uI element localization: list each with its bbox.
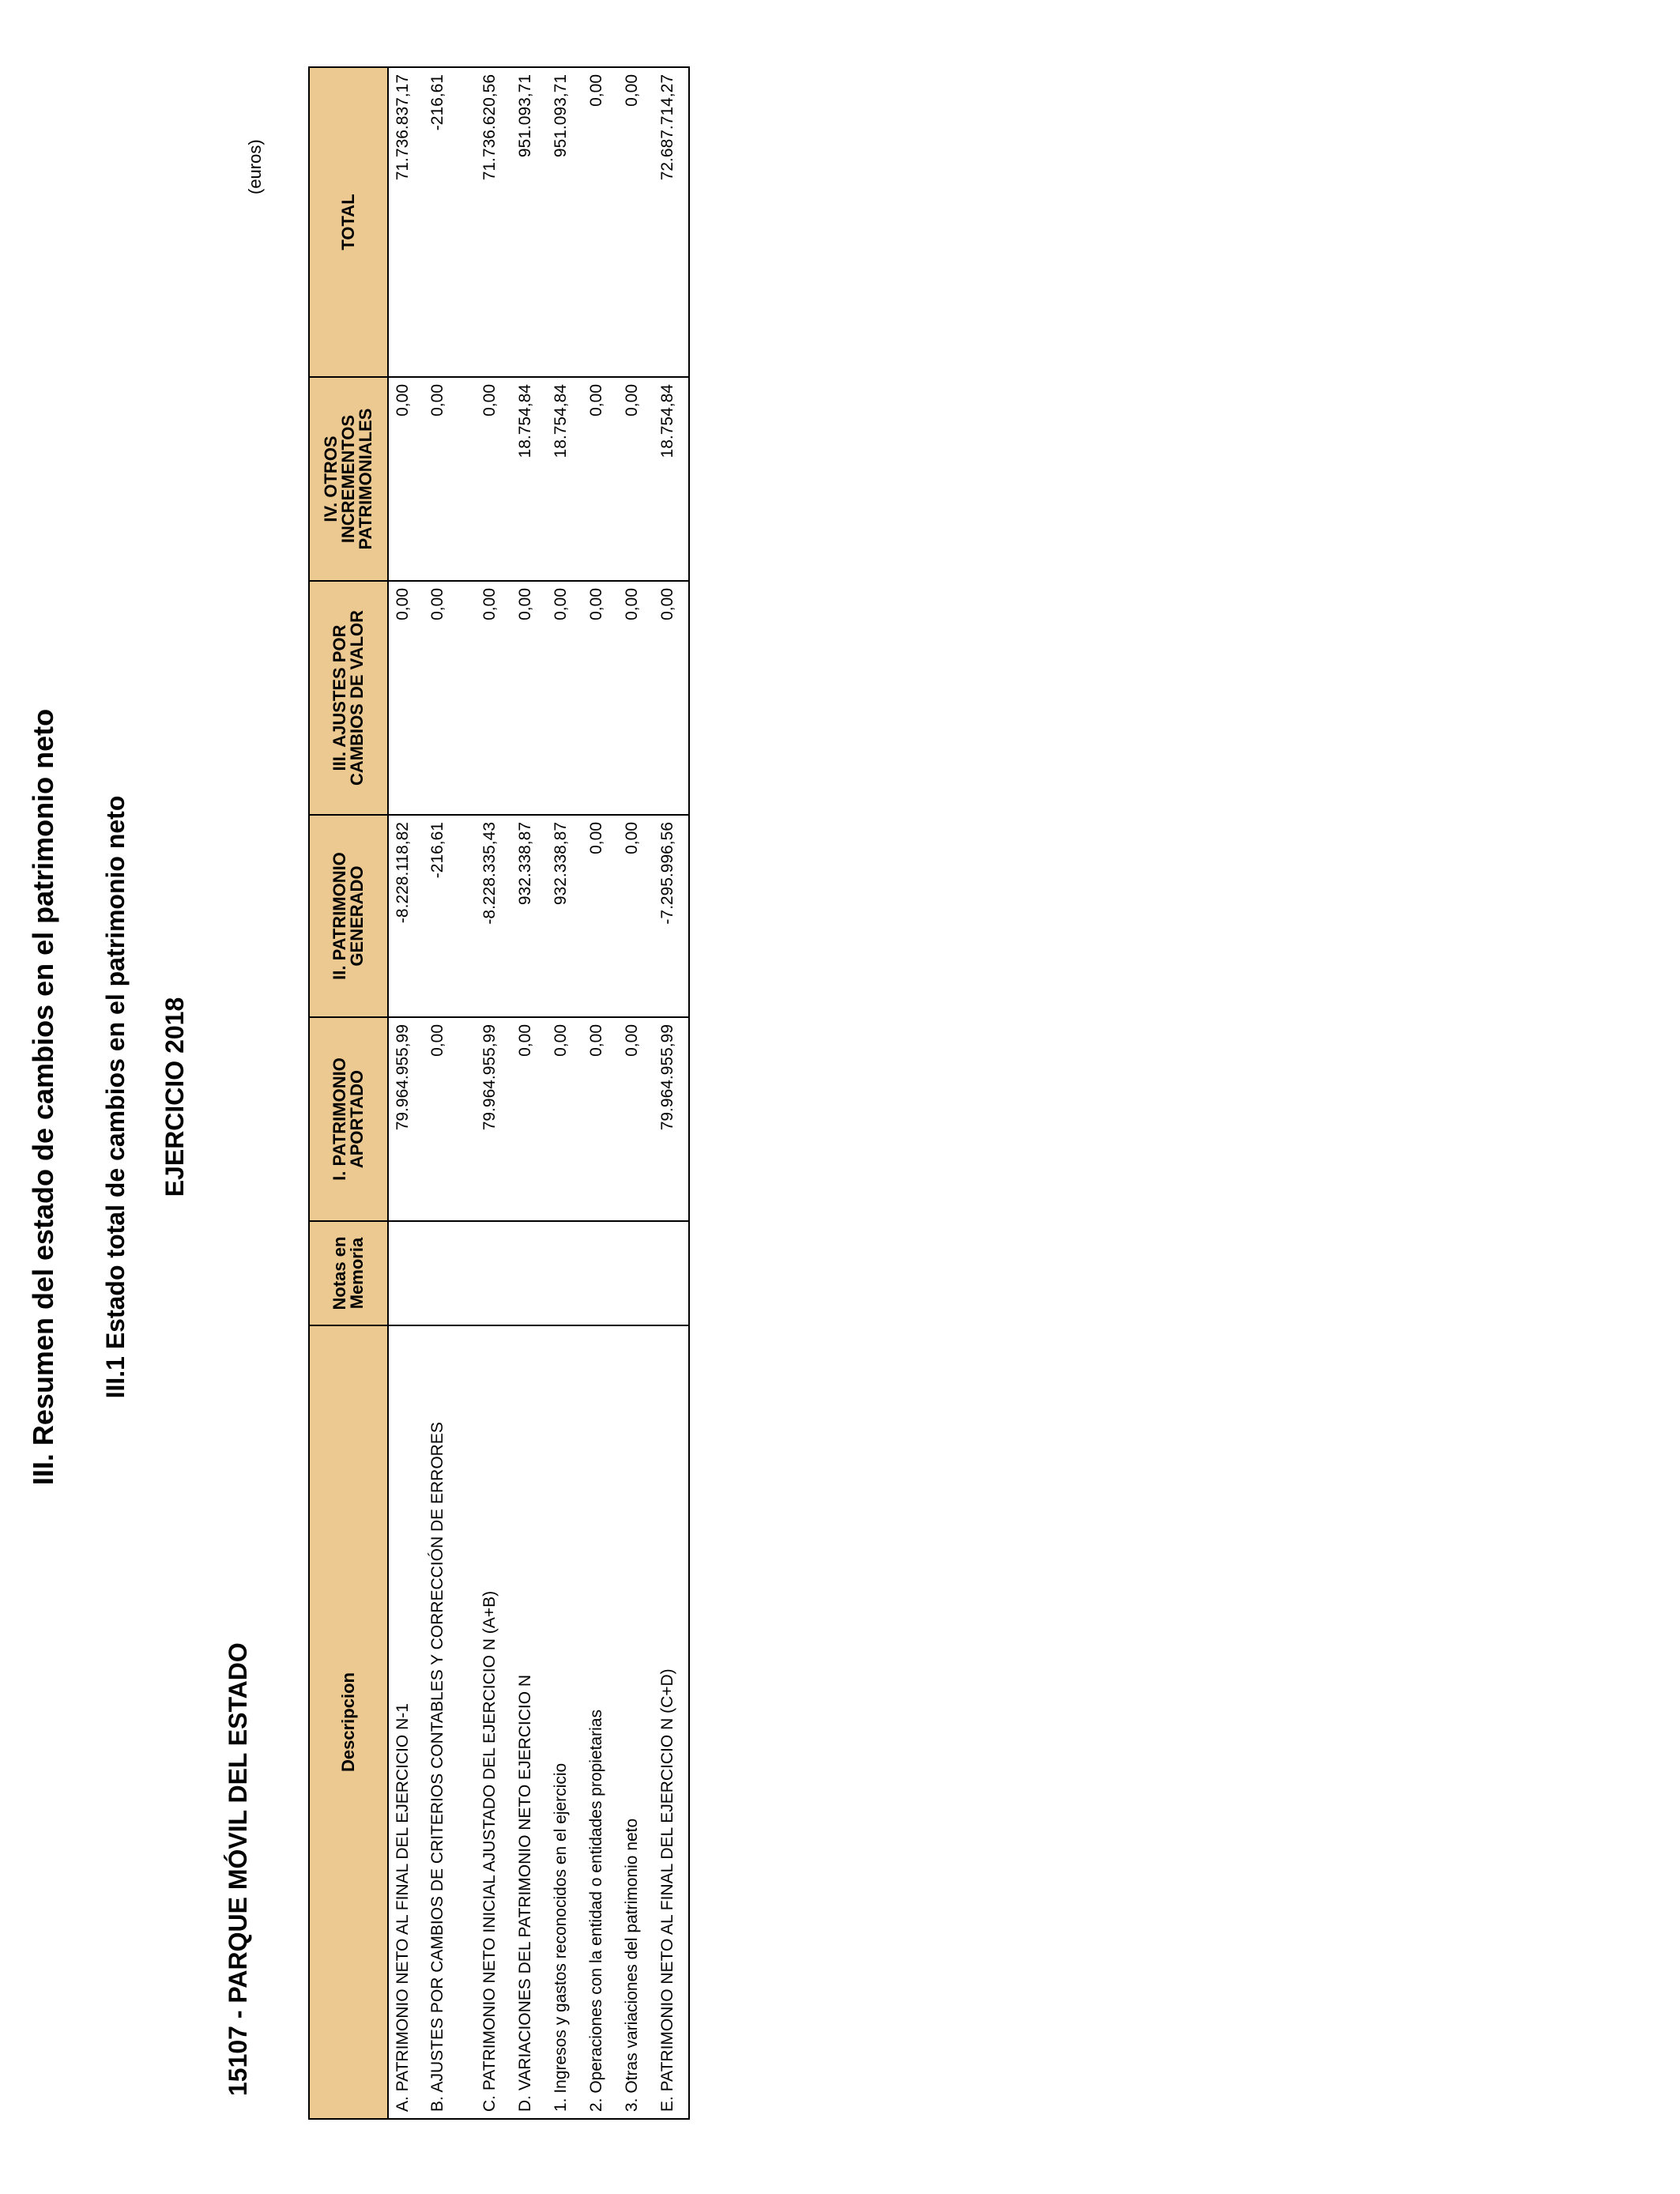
row-total: 71.736.837,17 xyxy=(388,67,424,377)
header-total: TOTAL xyxy=(309,67,388,377)
row-total: 72.687.714,27 xyxy=(654,67,689,377)
row-otros: 0,00 xyxy=(476,377,511,581)
row-otros: 0,00 xyxy=(582,377,618,581)
row-notes xyxy=(388,1221,424,1325)
header-ajustes-valor: III. AJUSTES POR CAMBIOS DE VALOR xyxy=(309,581,388,815)
row-generado: 0,00 xyxy=(582,815,618,1017)
row-ajustes: 0,00 xyxy=(654,581,689,815)
row-ajustes: 0,00 xyxy=(424,581,476,815)
row-notes xyxy=(424,1221,476,1325)
row-description: C. PATRIMONIO NETO INICIAL AJUSTADO DEL EJERCICIO N (A+B) xyxy=(476,1325,511,2119)
table-row xyxy=(388,67,424,2119)
row-aportado: 0,00 xyxy=(424,1017,476,1221)
row-description: 2. Operaciones con la entidad o entidades propietarias xyxy=(582,1325,618,2119)
row-otros: 0,00 xyxy=(388,377,424,581)
header-patrimonio-generado: II. PATRIMONIO GENERADO xyxy=(309,815,388,1017)
exercise-title: EJERCICIO 2018 xyxy=(160,997,189,1197)
row-notes xyxy=(654,1221,689,1325)
row-aportado: 0,00 xyxy=(511,1017,547,1221)
row-ajustes: 0,00 xyxy=(582,581,618,815)
row-aportado: 0,00 xyxy=(547,1017,582,1221)
row-description: 3. Otras variaciones del patrimonio neto xyxy=(618,1325,654,2119)
row-otros: 18.754,84 xyxy=(511,377,547,581)
header-notas: Notas en Memoria xyxy=(309,1221,388,1325)
header-otros-incrementos: IV. OTROS INCREMENTOS PATRIMONIALES xyxy=(309,377,388,581)
table-row xyxy=(476,67,511,2119)
row-notes xyxy=(618,1221,654,1325)
section-title: III. Resumen del estado de cambios en el patrimonio neto xyxy=(27,708,59,1486)
subsection-title: III.1 Estado total de cambios en el patrimonio neto xyxy=(101,795,130,1399)
table-row xyxy=(511,67,547,2119)
table-row xyxy=(424,67,476,2119)
row-ajustes: 0,00 xyxy=(476,581,511,815)
row-notes xyxy=(582,1221,618,1325)
row-generado: -8.228.118,82 xyxy=(388,815,424,1017)
row-notes xyxy=(547,1221,582,1325)
row-total: 951.093,71 xyxy=(547,67,582,377)
row-ajustes: 0,00 xyxy=(511,581,547,815)
row-total: 0,00 xyxy=(582,67,618,377)
row-aportado: 79.964.955,99 xyxy=(476,1017,511,1221)
row-total: 0,00 xyxy=(618,67,654,377)
row-description: E. PATRIMONIO NETO AL FINAL DEL EJERCICIO N (C+D) xyxy=(654,1325,689,2119)
row-description: A. PATRIMONIO NETO AL FINAL DEL EJERCICIO N-1 xyxy=(388,1325,424,2119)
row-description: B. AJUSTES POR CAMBIOS DE CRITERIOS CONTABLES Y CORRECCIÓN DE ERRORES xyxy=(424,1325,476,2119)
row-description: D. VARIACIONES DEL PATRIMONIO NETO EJERCICIO N xyxy=(511,1325,547,2119)
header-patrimonio-aportado: I. PATRIMONIO APORTADO xyxy=(309,1017,388,1221)
row-ajustes: 0,00 xyxy=(547,581,582,815)
row-otros: 0,00 xyxy=(424,377,476,581)
table-row xyxy=(582,67,618,2119)
table-header-row xyxy=(309,67,388,2119)
row-ajustes: 0,00 xyxy=(388,581,424,815)
row-generado: 932.338,87 xyxy=(511,815,547,1017)
equity-changes-table xyxy=(308,66,690,2120)
row-aportado: 79.964.955,99 xyxy=(388,1017,424,1221)
row-total: -216,61 xyxy=(424,67,476,377)
row-otros: 18.754,84 xyxy=(547,377,582,581)
row-description: 1. Ingresos y gastos reconocidos en el ejercicio xyxy=(547,1325,582,2119)
entity-name: 15107 - PARQUE MÓVIL DEL ESTADO xyxy=(224,1642,252,2096)
table-row xyxy=(618,67,654,2119)
row-ajustes: 0,00 xyxy=(618,581,654,815)
row-total: 71.736.620,56 xyxy=(476,67,511,377)
row-generado: -8.228.335,43 xyxy=(476,815,511,1017)
row-aportado: 79.964.955,99 xyxy=(654,1017,689,1221)
row-aportado: 0,00 xyxy=(582,1017,618,1221)
row-generado: -7.295.996,56 xyxy=(654,815,689,1017)
table-row xyxy=(654,67,689,2119)
row-otros: 0,00 xyxy=(618,377,654,581)
row-generado: -216,61 xyxy=(424,815,476,1017)
unit-label: (euros) xyxy=(245,139,265,194)
row-aportado: 0,00 xyxy=(618,1017,654,1221)
row-notes xyxy=(511,1221,547,1325)
row-generado: 932.338,87 xyxy=(547,815,582,1017)
table-row xyxy=(547,67,582,2119)
row-generado: 0,00 xyxy=(618,815,654,1017)
header-descripcion: Descripcion xyxy=(309,1325,388,2119)
row-notes xyxy=(476,1221,511,1325)
row-total: 951.093,71 xyxy=(511,67,547,377)
row-otros: 18.754,84 xyxy=(654,377,689,581)
